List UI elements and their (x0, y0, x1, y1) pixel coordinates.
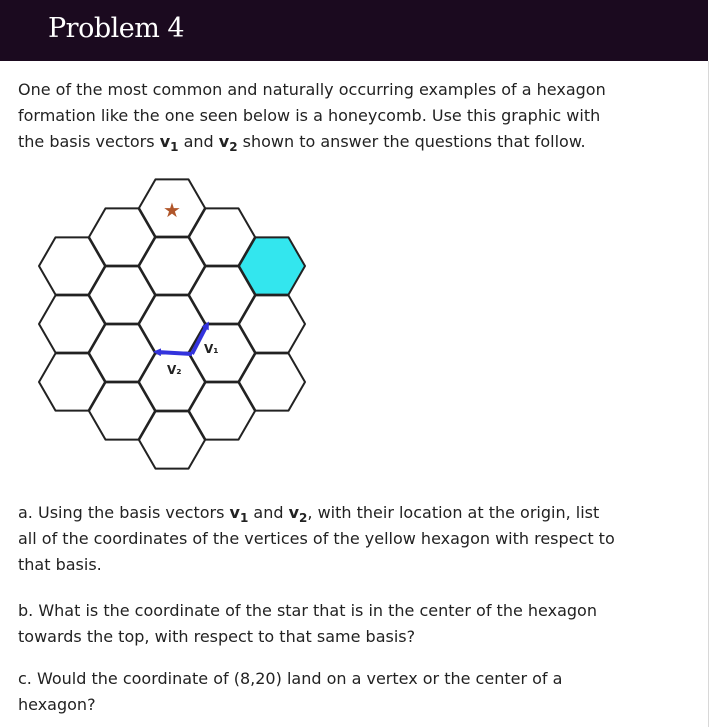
question-a-v2-letter: v (288, 503, 300, 522)
question-a-line-3: that basis. (18, 555, 102, 574)
question-a-v2-symbol (288, 503, 308, 525)
question-b (18, 598, 694, 650)
vector-v2-subscript: 2 (229, 140, 238, 154)
question-c-line-2: hexagon? (18, 695, 96, 714)
intro-paragraph (18, 77, 694, 155)
intro-text-and: and (178, 132, 219, 151)
intro-line-3 (18, 129, 694, 155)
question-c-line-1: c. Would the coordinate of (8,20) land on a vertex or the center of a (18, 669, 563, 688)
question-a (18, 500, 694, 578)
vector-v2-letter: v (218, 132, 230, 151)
hexagon-grid (39, 179, 305, 468)
question-a-line-2: all of the coordinates of the vertices of the yellow hexagon with respect to (18, 529, 615, 548)
question-a-text-2: , with their location at the origin, list (307, 503, 600, 522)
question-b-line-1: b. What is the coordinate of the star that is in the center of the hexagon (18, 601, 597, 620)
honeycomb-figure (30, 170, 330, 480)
question-a-line-1 (18, 500, 694, 526)
question-a-v1-subscript: 1 (239, 511, 249, 525)
vector-v1-subscript: 1 (170, 140, 179, 154)
vector-v2-symbol (218, 132, 238, 154)
question-a-text-and: and (248, 503, 289, 522)
intro-line-1: One of the most common and naturally occurring examples of a hexagon (18, 80, 606, 99)
question-a-v2-subscript: 2 (299, 511, 308, 525)
intro-text-basis: the basis vectors (18, 132, 160, 151)
page-title: Problem 4 (48, 13, 185, 44)
vector-v2-label: V₂ (167, 363, 182, 377)
star-icon: ★ (163, 198, 181, 222)
intro-line-2: formation like the one seen below is a honeycomb. Use this graphic with (18, 106, 601, 125)
header-bar (0, 0, 708, 61)
vector-v1-symbol (159, 132, 179, 154)
intro-text-rest: shown to answer the questions that follow. (237, 132, 586, 151)
question-a-text-1: a. Using the basis vectors (18, 503, 230, 522)
vector-v1-label: V₁ (204, 342, 219, 356)
question-b-line-2: towards the top, with respect to that same basis? (18, 627, 416, 646)
question-a-v1-symbol (229, 503, 249, 525)
right-divider (708, 61, 709, 727)
question-a-v1-letter: v (229, 503, 240, 522)
vector-v1-letter: v (159, 132, 171, 151)
vector-v2-arrow (157, 352, 192, 354)
question-c (18, 666, 694, 718)
